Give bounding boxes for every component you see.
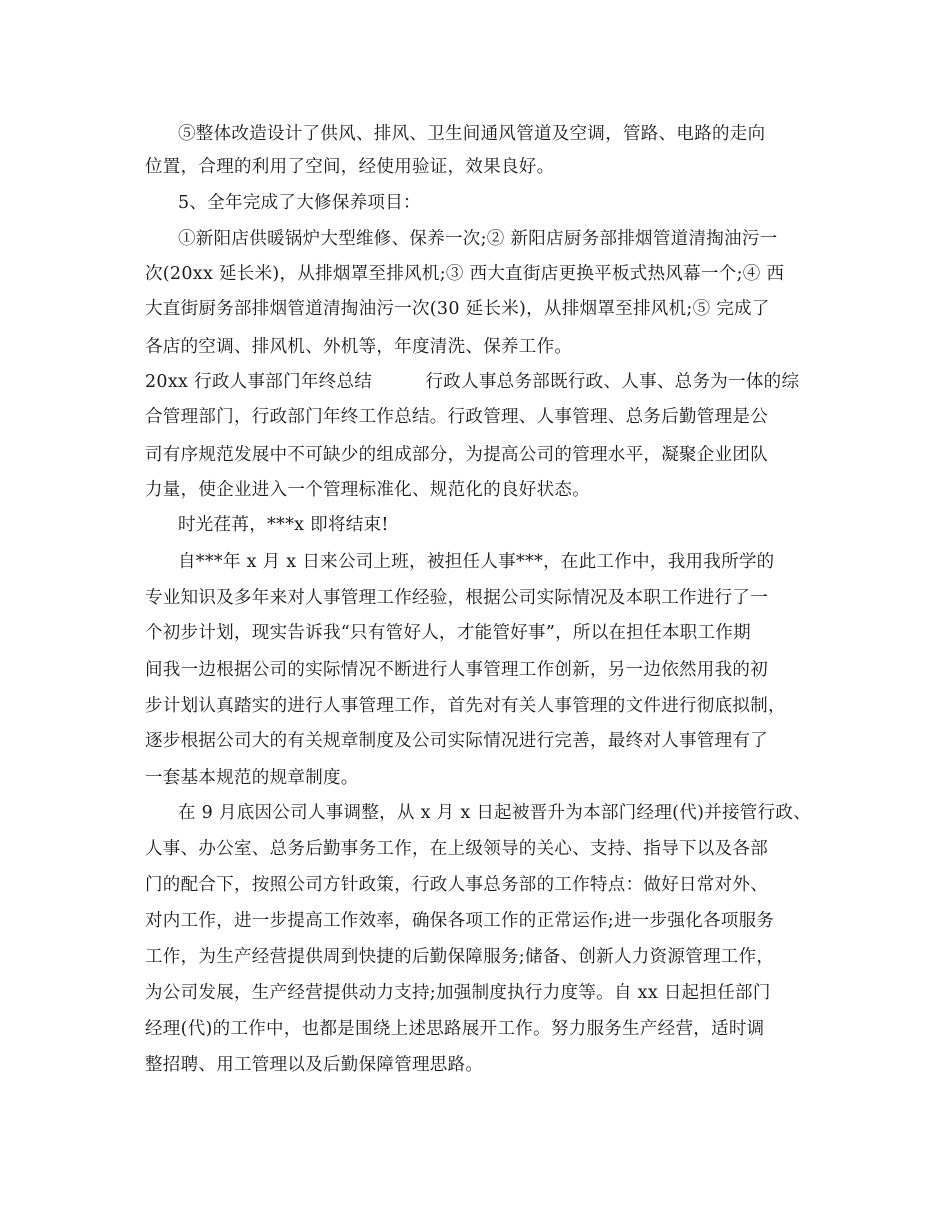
text-line: 司有序规范发展中不可缺少的组成部分，为提高公司的管理水平，凝聚企业团队 bbox=[145, 445, 768, 465]
text-line: 时光荏苒，***x 即将结束! bbox=[178, 515, 389, 535]
text-line: 力量，使企业进入一个管理标准化、规范化的良好状态。 bbox=[145, 480, 590, 500]
text-line: 各店的空调、排风机、外机等，年度清洗、保养工作。 bbox=[145, 337, 573, 357]
text-line: 大直街厨务部排烟管道清掏油污一次(30 延长米)，从排烟罩至排风机;⑤ 完成了 bbox=[145, 299, 770, 319]
text-line: 经理(代)的工作中，也都是围绕上述思路展开工作。努力服务生产经营，适时调 bbox=[145, 1019, 765, 1039]
text-line: 整招聘、用工管理以及后勤保障管理思路。 bbox=[145, 1055, 484, 1075]
text-line: ⑤整体改造设计了供风、排风、卫生间通风管道及空调，管路、电路的走向 bbox=[178, 124, 766, 144]
text-line: 为公司发展，生产经营提供动力支持;加强制度执行力度等。自 xx 日起担任部门 bbox=[145, 983, 771, 1003]
text-line: 逐步根据公司大的有关规章制度及公司实际情况进行完善，最终对人事管理有了 bbox=[145, 731, 768, 751]
text-line: 合管理部门，行政部门年终工作总结。行政管理、人事管理、总务后勤管理是公 bbox=[145, 407, 768, 427]
section-heading-line: 20xx 行政人事部门年终总结 行政人事总务部既行政、人事、总务为一体的综 bbox=[145, 372, 800, 392]
text-line: 专业知识及多年来对人事管理工作经验，根据公司实际情况及本职工作进行了一 bbox=[145, 588, 768, 608]
text-line: 对内工作，进一步提高工作效率，确保各项工作的正常运作;进一步强化各项服务 bbox=[145, 911, 775, 931]
text-line: 位置，合理的利用了空间，经使用验证，效果良好。 bbox=[145, 157, 555, 177]
text-line: 自***年 x 月 x 日来公司上班，被担任人事***，在此工作中，我用我所学的 bbox=[178, 552, 775, 572]
text-line: 次(20xx 延长米)，从排烟罩至排风机;③ 西大直街店更换平板式热风幕一个;④ 西 bbox=[145, 264, 785, 284]
text-line: ①新阳店供暖锅炉大型维修、保养一次;② 新阳店厨务部排烟管道清掏油污一 bbox=[178, 229, 778, 249]
text-line: 人事、办公室、总务后勤事务工作，在上级领导的关心、支持、指导下以及各部 bbox=[145, 839, 768, 859]
text-line: 间我一边根据公司的实际情况不断进行人事管理工作创新，另一边依然用我的初 bbox=[145, 660, 768, 680]
text-line: 工作，为生产经营提供周到快捷的后勤保障服务;储备、创新人力资源管理工作， bbox=[145, 947, 775, 967]
text-line: 门的配合下，按照公司方针政策，行政人事总务部的工作特点：做好日常对外、 bbox=[145, 875, 768, 895]
text-line: 个初步计划，现实告诉我“只有管好人，才能管好事”，所以在担任本职工作期 bbox=[145, 623, 751, 643]
text-line: 5、全年完成了大修保养项目： bbox=[178, 193, 421, 213]
text-line: 步计划认真踏实的进行人事管理工作，首先对有关人事管理的文件进行彻底拟制， bbox=[145, 696, 786, 716]
text-line: 一套基本规范的规章制度。 bbox=[145, 768, 359, 788]
text-line: 在 9 月底因公司人事调整，从 x 月 x 日起被晋升为本部门经理(代)并接管行政、 bbox=[178, 803, 812, 823]
